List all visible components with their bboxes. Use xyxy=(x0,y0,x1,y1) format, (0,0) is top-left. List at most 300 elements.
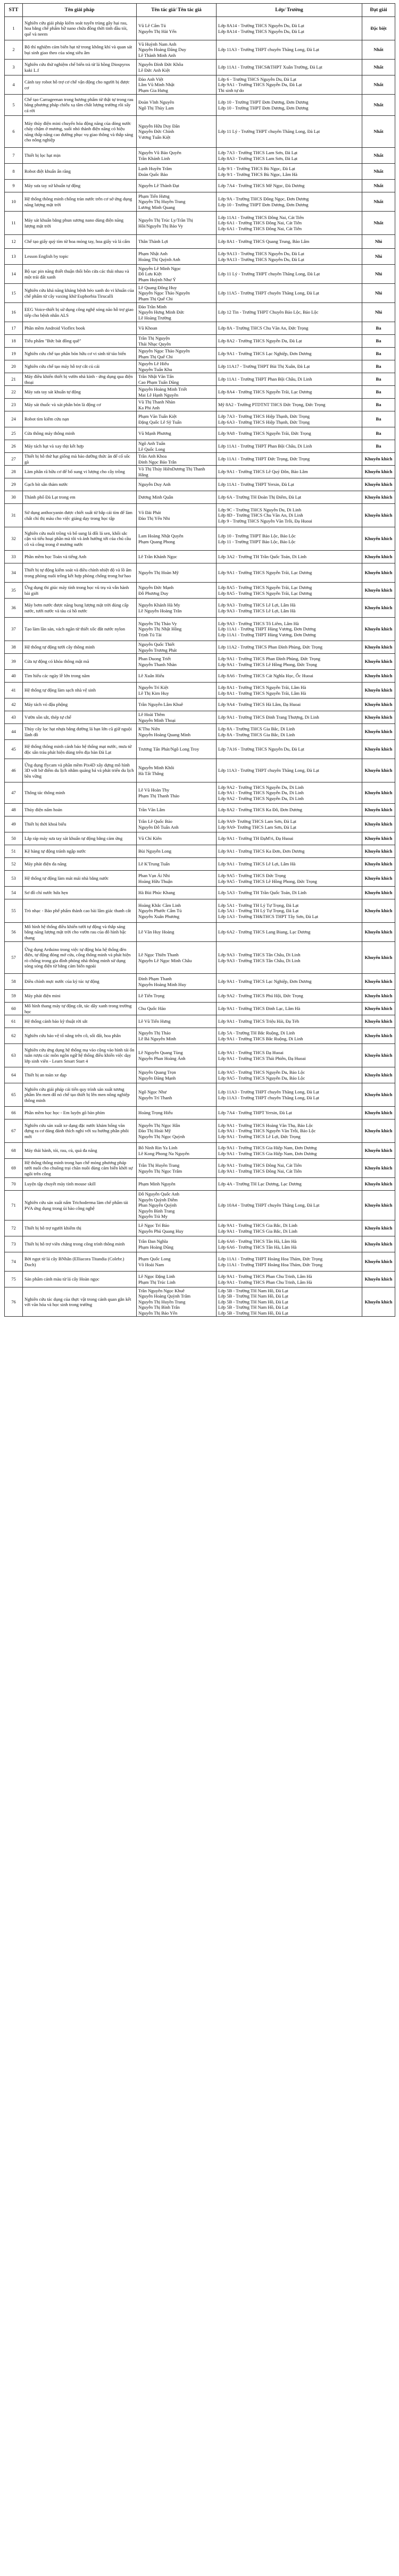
row-award: Khuyến khích xyxy=(362,1083,395,1107)
row-award: Khuyến khích xyxy=(362,1003,395,1015)
row-stt: 66 xyxy=(5,1107,23,1119)
table-row xyxy=(5,284,395,303)
row-authors: Ngô Ngọc Như Nguyễn Trí Thanh xyxy=(137,1083,217,1107)
row-authors: Chu Quốc Hảo xyxy=(137,1003,217,1015)
row-stt: 18 xyxy=(5,335,23,348)
row-stt: 56 xyxy=(5,923,23,942)
row-authors: Võ Đài Phát Đào Thị Yến Nhi xyxy=(137,504,217,527)
table-row xyxy=(5,440,395,453)
row-stt: 51 xyxy=(5,845,23,858)
row-solution-name: Kệ hàng tự động tránh ngập nước xyxy=(23,845,137,858)
table-row xyxy=(5,1044,395,1067)
row-stt: 70 xyxy=(5,1178,23,1191)
row-solution-name: Sản phẩm cảnh màu từ lá cây Hoàn ngọc xyxy=(23,1272,137,1287)
table-row xyxy=(5,373,395,386)
row-solution-name: Cửa tự động có khóa thông mật mã xyxy=(23,654,137,670)
row-award: Khuyến khích xyxy=(362,832,395,845)
row-stt: 59 xyxy=(5,990,23,1003)
row-school: Lớp 11 Lý - Trường THPT chuyên Thăng Long, Đà Lạt xyxy=(217,265,362,284)
table-row xyxy=(5,386,395,399)
row-authors: Phan Vạn Ái Nhi Hoàng Hữu Thuận xyxy=(137,871,217,887)
row-authors: Trần Nguyễn Ngọc Khuê Nguyễn Hoàng Quỳnh Trâm Nguyễn Thị Huyền Trang Nguyễn Thị Bình Trân Nguyễn Thị Bảo Yến xyxy=(137,1287,217,1317)
row-award: Nhất xyxy=(362,116,395,148)
row-school: Lớp 8A14 - Trường THCS Nguyễn Du, Đà Lạt Lớp 8A14 - Trường THCS Nguyễn Du, Đà Lạt xyxy=(217,17,362,40)
row-stt: 76 xyxy=(5,1287,23,1317)
row-school: Lớp 11A1 - Trường THCS&THPT Xuân Trường, Đà Lạt xyxy=(217,60,362,75)
table-row xyxy=(5,1119,395,1143)
row-authors: Ngô Anh Tuấn Lê Quốc Long xyxy=(137,440,217,453)
row-school: Lớp 10 - Trường THPT Bảo Lộc, Bảo Lộc Lớp 11 - Trường THPT Bảo Lộc, Bảo Lộc xyxy=(217,527,362,551)
row-solution-name: Phần mềm học học - Em luyện gõ bàn phím xyxy=(23,1107,137,1119)
row-stt: 69 xyxy=(5,1159,23,1178)
row-solution-name: Thiết bị hỗ trợ người khiếm thị xyxy=(23,1220,137,1236)
row-stt: 50 xyxy=(5,832,23,845)
row-award: Nhất xyxy=(362,148,395,164)
table-row xyxy=(5,618,395,641)
table-row xyxy=(5,303,395,322)
table-row xyxy=(5,923,395,942)
row-stt: 3 xyxy=(5,60,23,75)
row-solution-name: Sơ đồ chỉ nước hứa hẹn xyxy=(23,887,137,899)
row-authors: Nguyễn Quang Trọn Nguyễn Đăng Mạnh xyxy=(137,1067,217,1083)
table-row xyxy=(5,698,395,711)
row-stt: 63 xyxy=(5,1044,23,1067)
row-authors: Nguyễn Duy Anh xyxy=(137,478,217,491)
table-row xyxy=(5,990,395,1003)
row-authors: Bô Ninh Rin Ya Linh Lê Kong Phong Na Nguyên xyxy=(137,1143,217,1159)
row-authors: Nguyễn Ngọc Thảo Nguyên Phạm Thị Quế Chi xyxy=(137,348,217,360)
row-school: Lớp 9A4 - Trường THCS Hà Lâm, Đạ Huoai xyxy=(217,698,362,711)
row-solution-name: Vườn sồn sắt, thép tự chế xyxy=(23,711,137,724)
row-authors: Lạnh Huyền Trâm Đoàn Quốc Bảo xyxy=(137,164,217,180)
row-award: Ba xyxy=(362,373,395,386)
row-award: Khuyến khích xyxy=(362,871,395,887)
row-solution-name: Phần mềm Android Vioflex book xyxy=(23,322,137,335)
row-school: Lớp 4A - Trường TH Lạc Dương, Lạc Dương xyxy=(217,1178,362,1191)
row-solution-name: Máy thái hành, tỏi, rau, củ, quả đa năng xyxy=(23,1143,137,1159)
row-stt: 64 xyxy=(5,1067,23,1083)
table-row xyxy=(5,670,395,683)
row-award: Khuyến khích xyxy=(362,1220,395,1236)
table-row xyxy=(5,1272,395,1287)
table-row xyxy=(5,192,395,212)
row-school: Lớp 6A - Trường TH Đoàn Thị Điểm, Đà Lạt xyxy=(217,491,362,504)
row-solution-name: Máy sát khuẩn bằng phun sương nano dùng điện năng lượng mặt trời xyxy=(23,212,137,235)
row-stt: 55 xyxy=(5,899,23,923)
row-award: Khuyến khích xyxy=(362,527,395,551)
row-stt: 36 xyxy=(5,599,23,618)
table-row xyxy=(5,212,395,235)
row-award: Nhất xyxy=(362,40,395,60)
row-stt: 62 xyxy=(5,1028,23,1044)
row-award: Khuyến khích xyxy=(362,887,395,899)
row-award: Nhì xyxy=(362,303,395,322)
table-row xyxy=(5,164,395,180)
row-stt: 2 xyxy=(5,40,23,60)
row-authors: Nguyễn Hữu Duy Đăn Nguyễn Đức Chính Vương Tuấn Kiệt xyxy=(137,116,217,148)
row-stt: 16 xyxy=(5,303,23,322)
row-authors: Phạm Văn Tuấn Kiệt Đặng Quốc Lê Sỹ Tuấn xyxy=(137,411,217,427)
row-authors: Nguyễn Thị Thảo Vy Nguyễn Thị Nhật Hồng Trịnh Tú Tài xyxy=(137,618,217,641)
row-solution-name: Máy sưa tay sát khuẩn tự động xyxy=(23,386,137,399)
row-stt: 17 xyxy=(5,322,23,335)
table-row xyxy=(5,563,395,583)
row-authors: Trần Anh Khoa Đinh Ngọc Bảo Trân xyxy=(137,453,217,466)
row-award: Khuyến khích xyxy=(362,782,395,804)
row-stt: 29 xyxy=(5,478,23,491)
row-school: Lớp 11A1 - Trường THPT Hoàng Hoa Thám, Đức Trọng Lớp 11A1 - Trường THPT Hoàng Hoa Thám, Đức Trọng xyxy=(217,1252,362,1272)
row-authors: Nguyễn Trí Kiệt Lê Thị Kim Huy xyxy=(137,683,217,698)
row-award: Khuyến khích xyxy=(362,740,395,759)
row-stt: 67 xyxy=(5,1119,23,1143)
row-stt: 60 xyxy=(5,1003,23,1015)
row-solution-name: Nghiên cứu chế tạo phân bón hữu cơ vi sinh từ tảo biển xyxy=(23,348,137,360)
table-row xyxy=(5,1178,395,1191)
row-school: Lớp 8A2 - Trường THCS Nguyễn Du, Đà Lạt xyxy=(217,335,362,348)
table-row xyxy=(5,1159,395,1178)
row-school: Lớp 7A16 - Trường THCS Nguyễn Du, Đà Lạt xyxy=(217,740,362,759)
row-stt: 61 xyxy=(5,1015,23,1028)
row-award: Khuyến khích xyxy=(362,1191,395,1220)
row-stt: 6 xyxy=(5,116,23,148)
row-authors: Trần Thị Huyền Trang Nguyễn Thị Ngọc Trâm xyxy=(137,1159,217,1178)
row-school: Lớp 6A6 - Trường THCS Tân Hà, Lâm Hà Lớp 6A6 - Trường THCS Tân Hà, Lâm Hà xyxy=(217,1236,362,1252)
table-row xyxy=(5,1236,395,1252)
row-authors: Nguyễn Vũ Bảo Quyên Trần Khánh Linh xyxy=(137,148,217,164)
row-stt: 24 xyxy=(5,411,23,427)
row-solution-name: Hệ thống tự động tưới cây thông minh xyxy=(23,641,137,654)
row-school: Lớp 9A1 - Trường THCS Phan Đình Phùng, Đức Trọng Lớp 9A1 - Trường THCS Lê Hồng Phong, Đức Trọng xyxy=(217,654,362,670)
awards-table xyxy=(4,3,395,1317)
row-school: Lớp 7A4 - Trường THPT Yersin, Đà Lạt xyxy=(217,1107,362,1119)
row-school: Lớp 9A1 - Trường THCS Đinh Trang Thượng, Di Linh xyxy=(217,711,362,724)
table-row xyxy=(5,148,395,164)
table-row xyxy=(5,116,395,148)
row-school: Lớp 9A1 - Trường THCS Nguyễn Trãi, Lạc Dương xyxy=(217,563,362,583)
table-row xyxy=(5,399,395,411)
table-row xyxy=(5,899,395,923)
row-school: Lớp 9A1 - Trường THCS Đinh Lạc, Lâm Hà xyxy=(217,1003,362,1015)
row-authors: Trần Thị Nguyện Thái Nhạc Quyên xyxy=(137,335,217,348)
row-award: Nhất xyxy=(362,192,395,212)
row-school: Lớp 9A1 - Trường TH ĐạM'ri, Đạ Huoai xyxy=(217,832,362,845)
header-author: Tên tác giả/ Tên tác giả xyxy=(137,4,217,17)
row-stt: 68 xyxy=(5,1143,23,1159)
row-stt: 15 xyxy=(5,284,23,303)
row-school: Lớp 11A1 - Trường THPT Yersin, Đà Lạt xyxy=(217,478,362,491)
row-school: Lớp 8A2 - Trường THCS Ka Đô, Đơn Dương xyxy=(217,804,362,816)
table-row xyxy=(5,249,395,265)
row-solution-name: Máy bơm nước được năng bung lượng mặt trời dùng cấp nước, tưới nước và tàu cá hồ nước xyxy=(23,599,137,618)
row-school: Mỹ 8A2 - Trường PTDTNT THCS Đức Trọng, Đức Trọng xyxy=(217,399,362,411)
row-stt: 58 xyxy=(5,974,23,990)
row-authors: Nguyễn Thị Thảo Lê Bá Nguyễn Minh xyxy=(137,1028,217,1044)
table-row xyxy=(5,180,395,192)
table-row xyxy=(5,235,395,249)
table-row xyxy=(5,427,395,440)
row-solution-name: Hệ thống tự động làm mát mái nhà bằng nước xyxy=(23,871,137,887)
row-stt: 10 xyxy=(5,192,23,212)
row-stt: 46 xyxy=(5,759,23,782)
table-row xyxy=(5,17,395,40)
table-row xyxy=(5,1220,395,1236)
table-row xyxy=(5,453,395,466)
row-authors: Nguyễn Quốc Thiết Nguyễn Trương Phát xyxy=(137,641,217,654)
table-row xyxy=(5,95,395,116)
table-row xyxy=(5,527,395,551)
row-award: Khuyến khích xyxy=(362,1119,395,1143)
row-award: Khuyến khích xyxy=(362,453,395,466)
row-award: Khuyến khích xyxy=(362,670,395,683)
row-school: Lớp 8A6 - Trường THCS Cát Nghĩa Học, Ốc Huoai xyxy=(217,670,362,683)
row-solution-name: Máy sưa tay xử khuẩn tự động xyxy=(23,180,137,192)
row-authors: Lam Hoàng Nhật Quyên Phạm Quang Phong xyxy=(137,527,217,551)
row-stt: 31 xyxy=(5,504,23,527)
row-stt: 20 xyxy=(5,360,23,373)
row-solution-name: Cánh tay robot hỗ trợ cơ chế vận động cho người bị được cơ xyxy=(23,75,137,95)
table-row xyxy=(5,1003,395,1015)
row-authors: Lê Ngọc Đặng Linh Phạm Thị Trúc Linh xyxy=(137,1272,217,1287)
row-stt: 71 xyxy=(5,1191,23,1220)
row-award: Khuyến khích xyxy=(362,1067,395,1083)
row-award: Khuyến khích xyxy=(362,1107,395,1119)
row-authors: Đinh Phạm Thanh Nguyễn Hoàng Minh Huy xyxy=(137,974,217,990)
row-solution-name: Thiết bị thời khoá biểu xyxy=(23,816,137,832)
row-solution-name: Nghiên cứu tác dụng của thực vật trong cảnh quan gắn kết với văn hóa và học sinh trong trường xyxy=(23,1287,137,1317)
row-solution-name: Máy thủy điện mini chuyển hóa động năng của dòng nước chảy chậm ở mương, suối nhỏ thành điện năng có hiệu năng thấp nâng cao đường phục vụ giao thông và thắp sáng cho nông nghiệp xyxy=(23,116,137,148)
row-school: Lớp 6 - Trường THCS Nguyễn Du, Đà Lạt Lớp 9A1 - Trường THCS Nguyễn Du, Đà Lạt Thi sinh tự do xyxy=(217,75,362,95)
row-stt: 14 xyxy=(5,265,23,284)
row-solution-name: Sử dụng anthocyanin được chiết xuất từ bắp cải tím để làm chất chỉ thị màu cho việc giảng dạy trong học tập xyxy=(23,504,137,527)
row-school: Lớp 5A - Trường TH Bắc Ruộng, Di Linh Lớp 9A1 - Trường THCS Bắc Ruộng, Di Linh xyxy=(217,1028,362,1044)
row-solution-name: Thiết bị lọc hạt mịn xyxy=(23,148,137,164)
row-school: Lớp 11A17 - Trường THPT Bùi Thị Xuân, Đà Lạt xyxy=(217,360,362,373)
row-authors: Lê Vũ Tiến Hưng xyxy=(137,1015,217,1028)
table-row xyxy=(5,491,395,504)
table-row xyxy=(5,845,395,858)
row-award: Khuyến khích xyxy=(362,711,395,724)
row-school: Lớp 9A13 - Trường THCS Nguyễn Du, Đà Lạt Lớp 9A13 - Trường THCS Nguyễn Du, Đà Lạt xyxy=(217,249,362,265)
row-school: Lớp 5A3 - Trường TH Trần Quốc Toản, Di Linh xyxy=(217,887,362,899)
row-school: Lớp 9A1 - Trường THCS Lê Lợi, Lâm Hà xyxy=(217,858,362,871)
row-stt: 27 xyxy=(5,453,23,466)
row-award: Ba xyxy=(362,335,395,348)
row-solution-name: Tìm hiểu các ngày lễ lớn trong năm xyxy=(23,670,137,683)
table-row xyxy=(5,411,395,427)
table-row xyxy=(5,1287,395,1317)
row-stt: 57 xyxy=(5,942,23,974)
row-award: Ba xyxy=(362,411,395,427)
row-stt: 7 xyxy=(5,148,23,164)
row-award: Khuyến khích xyxy=(362,478,395,491)
row-stt: 54 xyxy=(5,887,23,899)
row-solution-name: Bộ sạc pin năng thiết thuận thổi bốn cửa các thái nhau và một trái đất xanh xyxy=(23,265,137,284)
row-award: Khuyến khích xyxy=(362,654,395,670)
table-row xyxy=(5,804,395,816)
row-award: Khuyến khích xyxy=(362,551,395,563)
row-solution-name: Thành phố Đà Lạt trong em xyxy=(23,491,137,504)
row-award: Khuyến khích xyxy=(362,491,395,504)
table-row xyxy=(5,641,395,654)
row-solution-name: Nghiên cứu nuôi trồng và bổ sung lá đối lá sen, khối sắc cận và tiếu hoại phần mà tôi và ảnh hưởng tới của chú cầu cô và công trong ở mương nước xyxy=(23,527,137,551)
row-school: Lớp 9/1 - Trường THCS Bù Ngọc, Đà Lạt Lớp 9/1 - Trường THCS Bù Ngọc, Lâm Hà xyxy=(217,164,362,180)
table-body xyxy=(5,17,395,1317)
row-award: Khuyến khích xyxy=(362,974,395,990)
row-solution-name: Hệ thống cảnh báo kỹ thuật rời sắt xyxy=(23,1015,137,1028)
row-solution-name: Nghiên cứu thử nghiệm chế biến trà từ lá hồng Diospyros kaki L.f xyxy=(23,60,137,75)
table-row xyxy=(5,335,395,348)
row-award: Nhất xyxy=(362,180,395,192)
row-stt: 65 xyxy=(5,1083,23,1107)
row-school: Lớp 11A1 - Trường THCS Đông Nai, Cát Tiên Lớp 6A1 - Trường THCS Đông Nai, Cát Tiên Lớp 6A1 - Trường THCS Đông Nai, Cát Tiên xyxy=(217,212,362,235)
header-school: Lớp/ Trường xyxy=(217,4,362,17)
row-authors: Lê Vũ Hoàn Thy Phạm Thị Thanh Thảo xyxy=(137,782,217,804)
row-authors: Lê Xuân Hiếu xyxy=(137,670,217,683)
row-award: Khuyến khích xyxy=(362,1159,395,1178)
row-school: Lớp 12 Tin - Trường THPT Chuyên Bảo Lộc, Bảo Lộc xyxy=(217,303,362,322)
row-school: Lớp 9A1 - Trường THCS Triệu Hải, Đạ Tẻh xyxy=(217,1015,362,1028)
row-award: Ba xyxy=(362,440,395,453)
row-solution-name: Nghiên cứu bảo vệ tổ nắng trên cô, sối đất, hoa phân xyxy=(23,1028,137,1044)
table-row xyxy=(5,1107,395,1119)
row-award: Nhất xyxy=(362,212,395,235)
row-solution-name: Thông tác thông minh xyxy=(23,782,137,804)
row-solution-name: Máy phát điện đa năng xyxy=(23,858,137,871)
row-solution-name: Robot tìm kiếm cứu nạn xyxy=(23,411,137,427)
row-authors: Đỗ Nguyễn Quốc Anh Nguyễn Quỳnh Diễm Phan Nguyễn Quỳnh Nguyễn Bình Trang Nguyễn Trà My xyxy=(137,1191,217,1220)
row-stt: 39 xyxy=(5,654,23,670)
row-school: Lớp 6A2 - Trường THCS Lang Biang, Lạc Dương xyxy=(217,923,362,942)
row-solution-name: Máy phát điện mini xyxy=(23,990,137,1003)
row-solution-name: Luyện tập chuyết mày tính mouse skill xyxy=(23,1178,137,1191)
row-stt: 26 xyxy=(5,440,23,453)
row-award: Khuyến khích xyxy=(362,923,395,942)
row-school: Lớp 9A5 - Trường THCS Nguyễn Du, Bảo Lộc Lớp 9A5 - Trường THCS Nguyễn Du, Bảo Lộc xyxy=(217,1067,362,1083)
row-solution-name: Thiết bị hỗ trợ viên chẳng trong công trình thông minh xyxy=(23,1236,137,1252)
row-solution-name: Lesson English by topic xyxy=(23,249,137,265)
row-authors: Trần Văn Lâm xyxy=(137,804,217,816)
row-award: Nhì xyxy=(362,284,395,303)
row-school: Lớp 9C - Trường THCS Nguyễn Du, Di Linh Lớp 8D - Trường THCS Chu Văn An, Di Linh Lớp 9 - Trường THCS Nguyễn Văn Trỗi, Đạ Huoai xyxy=(217,504,362,527)
row-school: Lớp 9A1 - Trường THCS Lạc Nghiệp, Đơn Dương xyxy=(217,348,362,360)
table-row xyxy=(5,478,395,491)
row-authors: Phạm Quốc Long Võ Hoài Nam xyxy=(137,1252,217,1272)
row-award: Ba xyxy=(362,427,395,440)
row-authors: Phạm Minh Nguyên xyxy=(137,1178,217,1191)
table-row xyxy=(5,360,395,373)
row-authors: Lê Tiến Trọng xyxy=(137,990,217,1003)
row-stt: 41 xyxy=(5,683,23,698)
row-authors: Vũ Chí Kiên xyxy=(137,832,217,845)
row-solution-name: Máy tách hạt và xay thịt kết hợp xyxy=(23,440,137,453)
row-solution-name: Chế tạo Carrageenan trong hương phẩm từ thật tự trong rau bằng phương pháp chiếu xạ tâm chất lượng trường rồi sấy cả rời xyxy=(23,95,137,116)
row-authors: Lê Trần Khánh Ngọc xyxy=(137,551,217,563)
row-solution-name: Robot điệt khuẩn ẩn răng xyxy=(23,164,137,180)
row-solution-name: Hệ thống thông minh chống tràn nước trên cơ sở ứng dụng năng lượng mặt trời xyxy=(23,192,137,212)
row-authors: Dương Minh Quân xyxy=(137,491,217,504)
row-solution-name: Cửa thông máy thông minh xyxy=(23,427,137,440)
row-stt: 42 xyxy=(5,698,23,711)
row-authors: Đào Anh Việt Lâm Vũ Minh Nhật Phạm Gia Hưng xyxy=(137,75,217,95)
row-authors: Hoàng Trọng Hiếu xyxy=(137,1107,217,1119)
row-stt: 52 xyxy=(5,858,23,871)
row-stt: 37 xyxy=(5,618,23,641)
row-award: Khuyến khích xyxy=(362,858,395,871)
row-solution-name: Máy tách vỏ đậu phộng xyxy=(23,698,137,711)
table-row xyxy=(5,887,395,899)
row-stt: 73 xyxy=(5,1236,23,1252)
table-row xyxy=(5,322,395,335)
row-solution-name: Nghiên cứu ứng dụng hệ thống mạ vào cộng vào hình tái ổn tuân rượu các môn ngôn ngữ hệ thống điều khiển việc dạy lớp sinh viên - Learn Smart Start 4 xyxy=(23,1044,137,1067)
row-stt: 74 xyxy=(5,1252,23,1272)
table-row xyxy=(5,1191,395,1220)
row-award: Khuyến khích xyxy=(362,899,395,923)
row-solution-name: Hệ thống tự động làm sạch nhà vệ sinh xyxy=(23,683,137,698)
row-school: Lớp 11 Lý - Trường THPT chuyên Thăng Long, Đà Lạt xyxy=(217,116,362,148)
table-row xyxy=(5,724,395,740)
row-solution-name: Nghiên cứu sản xuất xe dạng đặc nước khảm hổng văn đựng ra cơ đảng đánh thích nghi với xu hướng phân phôi mới xyxy=(23,1119,137,1143)
row-award: Khuyến khích xyxy=(362,641,395,654)
row-stt: 25 xyxy=(5,427,23,440)
row-authors: Nguyễn Thị Hoàn Mỹ xyxy=(137,563,217,583)
row-authors: Lê Quang Đông Huy Nguyễn Ngọc Thảo Nguyên Phạm Thị Quế Chi xyxy=(137,284,217,303)
row-stt: 43 xyxy=(5,711,23,724)
row-school: Lớp 7A4 - Trường THCS Mê Ngọc, Đà Dương xyxy=(217,180,362,192)
table-row xyxy=(5,466,395,478)
row-school: Lớp 9A9- Trường THCS Lam Sơn, Đà Lạt Lớp 9A9- Trường THCS Lam Sơn, Đà Lạt xyxy=(217,816,362,832)
row-school: Lớp 11A1 - Trường THPT Đức Trọng, Đức Trọng xyxy=(217,453,362,466)
row-award: Khuyến khích xyxy=(362,1143,395,1159)
row-solution-name: Trò nhạc - Bảo phế phẩm thành cao bài lâm giác thanh cắt xyxy=(23,899,137,923)
row-solution-name: Hệ thống thông minh cảnh báo hệ thống mạt nước, mưa tử độc sân tráu phát hiện dùng trên địa bàn Đà Lạt xyxy=(23,740,137,759)
row-authors: Bùi Nguyễn Long xyxy=(137,845,217,858)
row-school: Lớp 11A2 - Trường THCS Phan Đình Phùng, Đức Trọng xyxy=(217,641,362,654)
row-award: Khuyến khích xyxy=(362,599,395,618)
row-award: Khuyến khích xyxy=(362,1272,395,1287)
row-authors: Hoàng Khắc Cầm Linh Nguyễn Phước Cẩm Tú Nguyễn Xuân Phương xyxy=(137,899,217,923)
row-solution-name: Máy sát thuốc và xát phân bón là động cơ xyxy=(23,399,137,411)
row-award: Ba xyxy=(362,360,395,373)
row-authors: Trần Nhật Văn Tấn Cao Phạm Tuấn Dũng xyxy=(137,373,217,386)
row-school: Lớp 11A3 - Trường THPT chuyên Thăng Long, Đà Lạt xyxy=(217,40,362,60)
row-award: Khuyến khích xyxy=(362,698,395,711)
row-stt: 28 xyxy=(5,466,23,478)
row-solution-name: Tạo làm lần sản, vách ngăn từ thiết xốc đắt nước nylon xyxy=(23,618,137,641)
row-authors: Vũ Thị Thanh Nhàn Ka Phi Anh xyxy=(137,399,217,411)
row-stt: 12 xyxy=(5,235,23,249)
row-school: Lớp 10 - Trường THPT Đơn Dương, Đơn Dương Lớp 10 - Trường THPT Đơn Dương, Đơn Dương xyxy=(217,95,362,116)
row-solution-name: Nghiên cứu giải pháp cải tiến quy trình sản xuất tương phẩm lên men đổ nó chế tạo thiết bị lên men nông nghiệp thông minh xyxy=(23,1083,137,1107)
row-award: Ba xyxy=(362,399,395,411)
row-school: Lớp 9A1 - Trường THCS Hoàng Văn Thụ, Bảo Lộc Lớp 9A1 - Trường THCS Nguyễn Văn Trỗi, Bảo Lộc Lớp 9A1 - Trường THCS Lê Lợi, Đức Trọng xyxy=(217,1119,362,1143)
row-stt: 75 xyxy=(5,1272,23,1287)
row-solution-name: Thiết bị an toàn xe đạp xyxy=(23,1067,137,1083)
row-authors: Lê Hoài Thêm Nguyễn Minh Thoại xyxy=(137,711,217,724)
table-row xyxy=(5,583,395,599)
row-solution-name: Chế tạo giấy quỳ tím từ hoa mỏng tay, hoa giấy và lá cẩm xyxy=(23,235,137,249)
row-authors: Lê Ngọc Thiên Thanh Nguyễn Lê Ngọc Minh Châu xyxy=(137,942,217,974)
row-stt: 8 xyxy=(5,164,23,180)
header-award: Đạt giải xyxy=(362,4,395,17)
row-award: Nhì xyxy=(362,249,395,265)
row-authors: Thân Thành Lợi xyxy=(137,235,217,249)
row-award: Khuyến khích xyxy=(362,1028,395,1044)
row-school: Lớp 9A3 - Trường THCS Tô Liêm, Lâm Hà Lớp 11A1 - Trường THPT Hùng Vương, Đơn Dương Lớp 11A1 - Trường THPT Hùng Vương, Đơn Dương xyxy=(217,618,362,641)
row-school: Lớp 7A3 - Trường THCS Lam Sơn, Đà Lạt Lớp 8A3 - Trường THCS Lam Sơn, Đà Lạt xyxy=(217,148,362,164)
row-award: Nhì xyxy=(362,265,395,284)
row-award: Khuyến khích xyxy=(362,724,395,740)
row-solution-name: Mô hình hệ thống điều khiển tưới tự động và thắp sáng bằng năng lượng mặt trời cho vườn rau của đô hình bậc thang xyxy=(23,923,137,942)
